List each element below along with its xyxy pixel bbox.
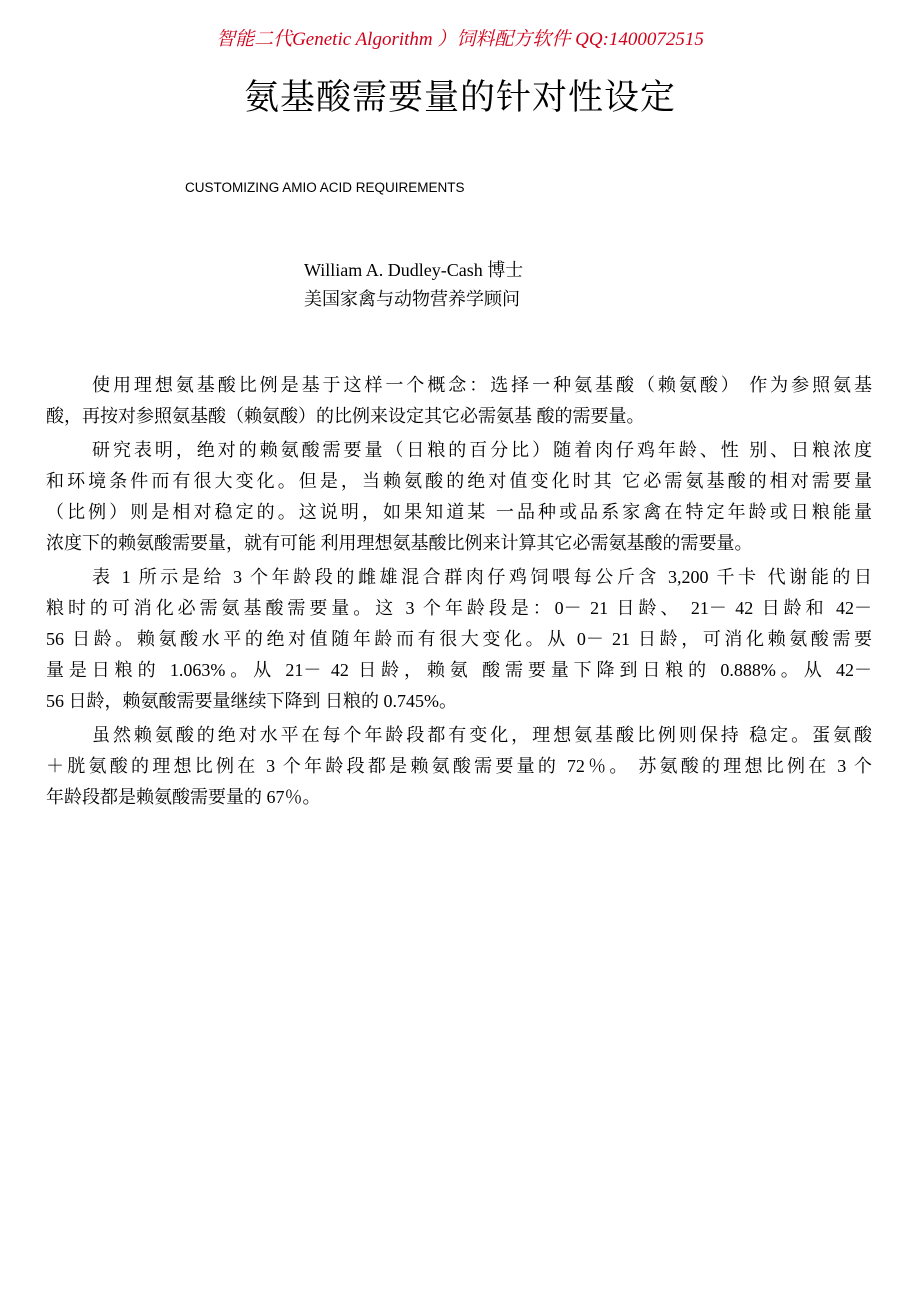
paragraph-1 <box>46 370 872 432</box>
paragraph-line: 56 日龄。赖氨酸水平的绝对值随年龄而有很大变化。从 0－ 21 日龄，可消化赖氨酸需要 <box>46 629 872 649</box>
paragraph-line: 表 1 所示是给 3 个年龄段的雌雄混合群肉仔鸡饲喂每公斤含 3,200 千卡 代谢能的日 <box>92 567 872 587</box>
paragraph-line: 年龄段都是赖氨酸需要量的 67％。 <box>46 787 321 807</box>
paragraph-line: 研究表明，绝对的赖氨酸需要量（日粮的百分比）随着肉仔鸡年龄、性 别、日粮浓度 <box>92 440 872 460</box>
body-text <box>46 370 872 816</box>
author-block <box>304 256 523 314</box>
paragraph-line: 虽然赖氨酸的绝对水平在每个年龄段都有变化，理想氨基酸比例则保持 稳定。蛋氨酸 <box>92 725 872 745</box>
page-title: 氨基酸需要量的针对性设定 <box>243 78 676 118</box>
paragraph-line: 浓度下的赖氨酸需要量，就有可能 利用理想氨基酸比例来计算其它必需氨基酸的需要量。 <box>46 533 753 553</box>
paragraph-line: ＋胱氨酸的理想比例在 3 个年龄段都是赖氨酸需要量的 72％。 苏氨酸的理想比例在 3 个 <box>46 756 872 776</box>
paragraph-line: 56 日龄，赖氨酸需要量继续下降到 日粮的 0.745%。 <box>46 691 457 711</box>
paragraph-line: 使用理想氨基酸比例是基于这样一个概念：选择一种氨基酸（赖氨酸） 作为参照氨基 <box>92 375 872 395</box>
paragraph-line: 和环境条件而有很大变化。但是，当赖氨酸的绝对值变化时其 它必需氨基酸的相对需要量 <box>46 471 872 491</box>
paragraph-3 <box>46 562 872 717</box>
paragraph-line: 粮时的可消化必需氨基酸需要量。这 3 个年龄段是：0－ 21 日龄、 21－ 42 日龄和 42－ <box>46 598 872 618</box>
paragraph-4 <box>46 720 872 813</box>
paragraph-2 <box>46 435 872 559</box>
header-watermark: 智能二代Genetic Algorithm ）饲料配方软件 QQ:1400072515 <box>216 29 704 50</box>
paragraph-line: 量是日粮的 1.063%。从 21－ 42 日龄，赖氨 酸需要量下降到日粮的 0.888%。从 42－ <box>46 660 872 680</box>
author-affiliation: 美国家禽与动物营养学顾问 <box>304 289 520 309</box>
english-subtitle: CUSTOMIZING AMIO ACID REQUIREMENTS <box>185 180 465 195</box>
paragraph-line: 酸，再按对参照氨基酸（赖氨酸）的比例来设定其它必需氨基 酸的需要量。 <box>46 406 645 426</box>
paragraph-line: （比例）则是相对稳定的。这说明，如果知道某 一品种或品系家禽在特定年龄或日粮能量 <box>46 502 872 522</box>
author-name: William A. Dudley-Cash 博士 <box>304 260 524 280</box>
